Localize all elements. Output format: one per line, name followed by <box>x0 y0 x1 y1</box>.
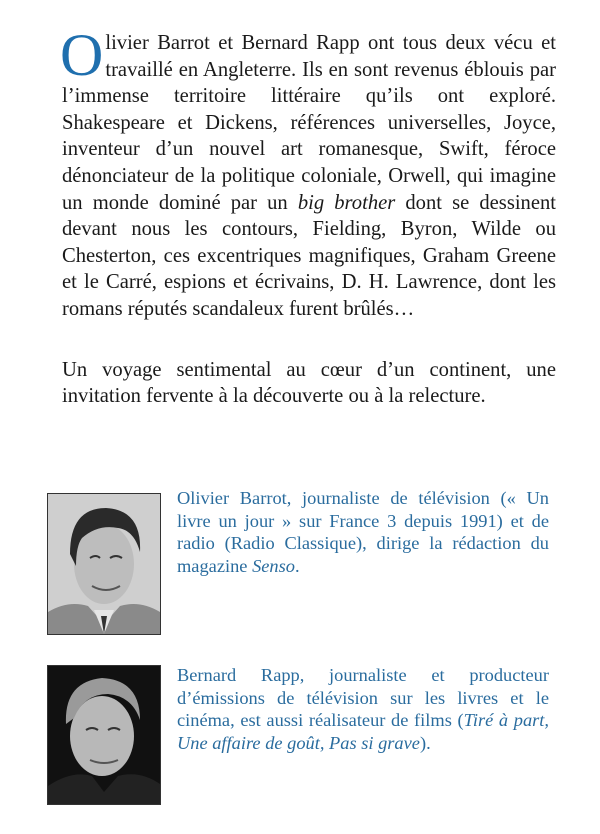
blurb-text: livier Barrot et Bernard Rapp ont tous deux vécu et travaillé en Angleterre. Ils en sont revenus éblouis par l’immense territoire littéraire qu’ils ont exploré. Shakespeare et Dickens, références universelles, Joyce, inventeur d’un nouvel art romanesque, Swift, féroce dénonciateur de la politique coloniale, Orwell, qui imagine un monde dominé par un <box>62 32 556 214</box>
drop-cap: O <box>60 22 104 88</box>
blurb-italic: big brother <box>297 191 396 214</box>
bio-text: Bernard Rapp, journaliste et producteur d’émissions de télévision sur les livres et le cinéma, est aussi réalisateur de films ( <box>177 665 549 731</box>
bio-text: Olivier Barrot, journaliste de télévision (« Un livre un jour » sur France 3 depuis 1991) et de radio (Radio Classique), dirige la rédaction du magazine <box>177 488 549 576</box>
bio-text-end: . <box>294 555 300 576</box>
bio-italic: Senso <box>252 555 295 576</box>
blurb-paragraph-2-text: Un voyage sentimental au cœur d’un continent, une invitation fervente à la découverte ou à la relecture. <box>62 358 556 408</box>
bio-bernard-rapp <box>177 664 549 754</box>
blurb-paragraph-1 <box>60 22 557 323</box>
bio-italic: Tiré à part, Une affaire de goût, Pas si grave <box>177 710 549 753</box>
bio-olivier-barrot <box>177 487 549 577</box>
portrait-olivier-barrot <box>47 493 161 635</box>
bio-text-end: ). <box>419 732 431 753</box>
portrait-bernard-rapp <box>47 665 161 805</box>
blurb-text-end: dont se dessinent devant nous les contours, Fielding, Byron, Wilde ou Chesterton, ces excentriques magnifiques, Graham Greene et le Carré, espions et écrivains, D. H. Lawrence, dont les romans réputés scandaleux furent brûlés… <box>62 191 557 320</box>
cover-blurb <box>60 22 557 410</box>
blurb-paragraph-2 <box>62 357 556 410</box>
